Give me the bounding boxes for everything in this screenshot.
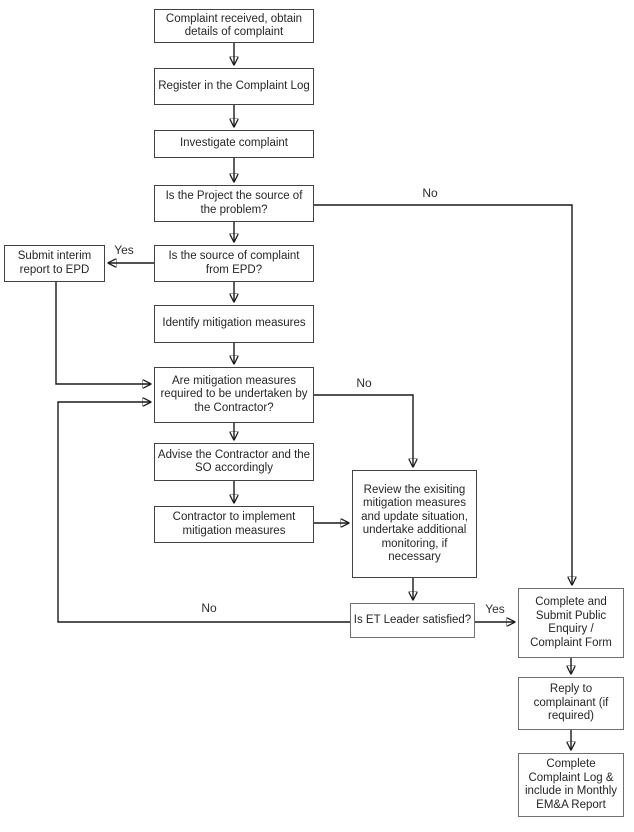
- node-review-existing-measures: Review the exisiting mitigation measures and update situation, undertake additional monitoring, if necessary: [352, 470, 477, 578]
- edge-label-source-epd-yes: Yes: [114, 243, 134, 257]
- node-register-complaint-log: Register in the Complaint Log: [154, 68, 314, 105]
- node-submit-interim-report: Submit interim report to EPD: [4, 245, 105, 282]
- node-complaint-received: Complaint received, obtain details of complaint: [154, 9, 314, 43]
- node-complete-enquiry-form: Complete and Submit Public Enquiry / Complaint Form: [518, 588, 624, 658]
- node-mitigation-required-decision: Are mitigation measures required to be undertaken by the Contractor?: [154, 367, 314, 423]
- node-source-epd-decision: Is the source of complaint from EPD?: [154, 245, 314, 282]
- node-investigate-complaint: Investigate complaint: [154, 130, 314, 158]
- node-complete-complaint-log: Complete Complaint Log & include in Monthly EM&A Report: [518, 753, 624, 817]
- edge-mitigationrequired-no-to-review: [314, 395, 413, 466]
- node-project-source-decision: Is the Project the source of the problem?: [154, 185, 314, 222]
- node-implement-mitigation: Contractor to implement mitigation measures: [154, 506, 314, 543]
- edge-label-satisfied-no: No: [201, 601, 217, 615]
- node-identify-mitigation: Identify mitigation measures: [154, 305, 314, 343]
- node-advise-contractor: Advise the Contractor and the SO accordingly: [154, 443, 314, 481]
- edge-label-satisfied-yes: Yes: [485, 602, 505, 616]
- edge-interim-to-mitigationrequired: [56, 282, 150, 384]
- node-et-leader-satisfied-decision: Is ET Leader satisfied?: [350, 603, 475, 638]
- edge-label-mitigation-required-no: No: [356, 376, 372, 390]
- node-reply-complainant: Reply to complainant (if required): [518, 677, 624, 730]
- edge-label-project-source-no: No: [422, 186, 438, 200]
